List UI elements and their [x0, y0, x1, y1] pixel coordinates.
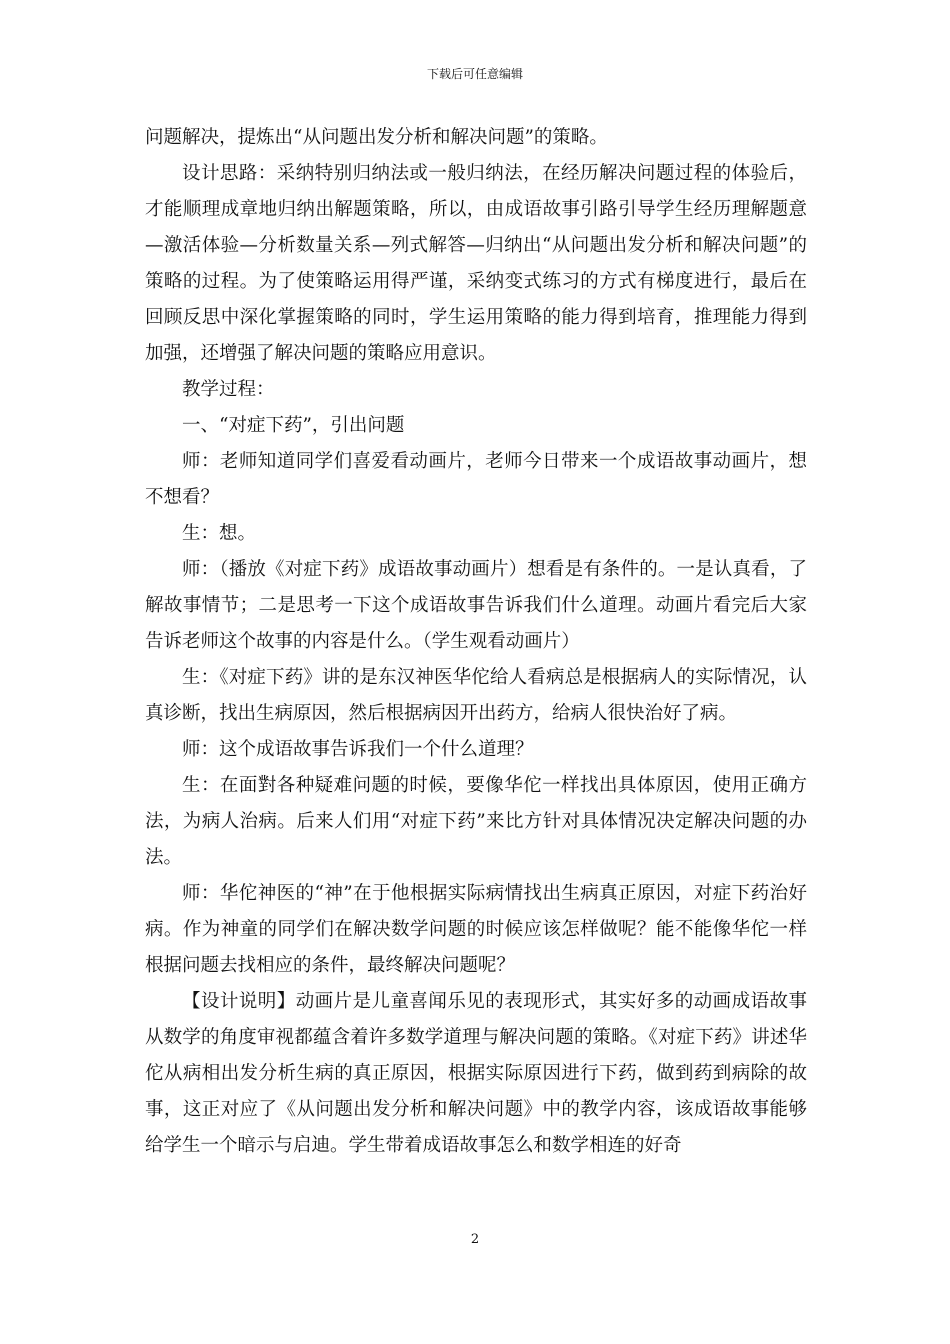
paragraph-intro-continuation: 问题解决，提炼出“从问题出发分析和解决问题”的策略。 [145, 127, 608, 148]
paragraph-student-1: 生：想。 [182, 523, 257, 544]
paragraph-design-idea: 设计思路：采纳特别归纳法或一般归纳法，在经历解决问题过程的体验后，才能顺理成章地归纳出解题策略，所以，由成语故事引路引导学生经历理解题意—激活体验—分析数量关系—列式解答—归纳出“从问题出发分析和解决问题”的策略的过程。为了使策略运用得严谨，采纳变式练习的方式有梯度进行，最后在回顾反思中深化掌握策略的同时，学生运用策略的能力得到培育，推理能力得到加强，还增强了解决问题的策略应用意识。 [145, 163, 807, 364]
paragraph-teacher-4: 师：华佗神医的“神”在于他根据实际病情找出生病真正原因，对症下药治好病。作为神童的同学们在解决数学问题的时候应该怎样做呢？能不能像华佗一样根据问题去找相应的条件，最终解决问题呢？ [145, 883, 807, 976]
section-heading-1: 一、“对症下药”，引出问题 [182, 415, 405, 436]
document-body [145, 120, 807, 1164]
paragraph-teacher-3: 师：这个成语故事告诉我们一个什么道理？ [182, 739, 534, 760]
paragraph-teacher-2: 师：（播放《对症下药》成语故事动画片）想看是有条件的。一是认真看，了解故事情节；二是思考一下这个成语故事告诉我们什么道理。动画片看完后大家告诉老师这个故事的内容是什么。（学生观看动画片） [145, 559, 807, 652]
paragraph-teaching-process: 教学过程： [182, 379, 275, 400]
paragraph-design-note: 【设计说明】动画片是儿童喜闻乐见的表现形式，其实好多的动画成语故事从数学的角度审视都蕴含着许多数学道理与解决问题的策略。《对症下药》讲述华佗从病相出发分析生病的真正原因，根据实际原因进行下药，做到药到病除的故事，这正对应了《从问题出发分析和解决问题》中的教学内容，该成语故事能够给学生一个暗示与启迪。学生带着成语故事怎么和数学相连的好奇 [145, 991, 807, 1156]
paragraph-student-2: 生：《对症下药》讲的是东汉神医华佗给人看病总是根据病人的实际情况，认真诊断，找出生病原因，然后根据病因开出药方，给病人很快治好了病。 [145, 667, 807, 724]
page-header: 下载后可任意编辑 [426, 67, 523, 81]
page-number: 2 [470, 1232, 480, 1247]
paragraph-student-3: 生：在面對各种疑难问题的时候，要像华佗一样找出具体原因，使用正确方法，为病人治病。后来人们用“对症下药”来比方针对具体情况决定解决问题的办法。 [145, 775, 807, 868]
paragraph-teacher-1: 师：老师知道同学们喜爱看动画片，老师今日带来一个成语故事动画片，想不想看？ [145, 451, 807, 508]
